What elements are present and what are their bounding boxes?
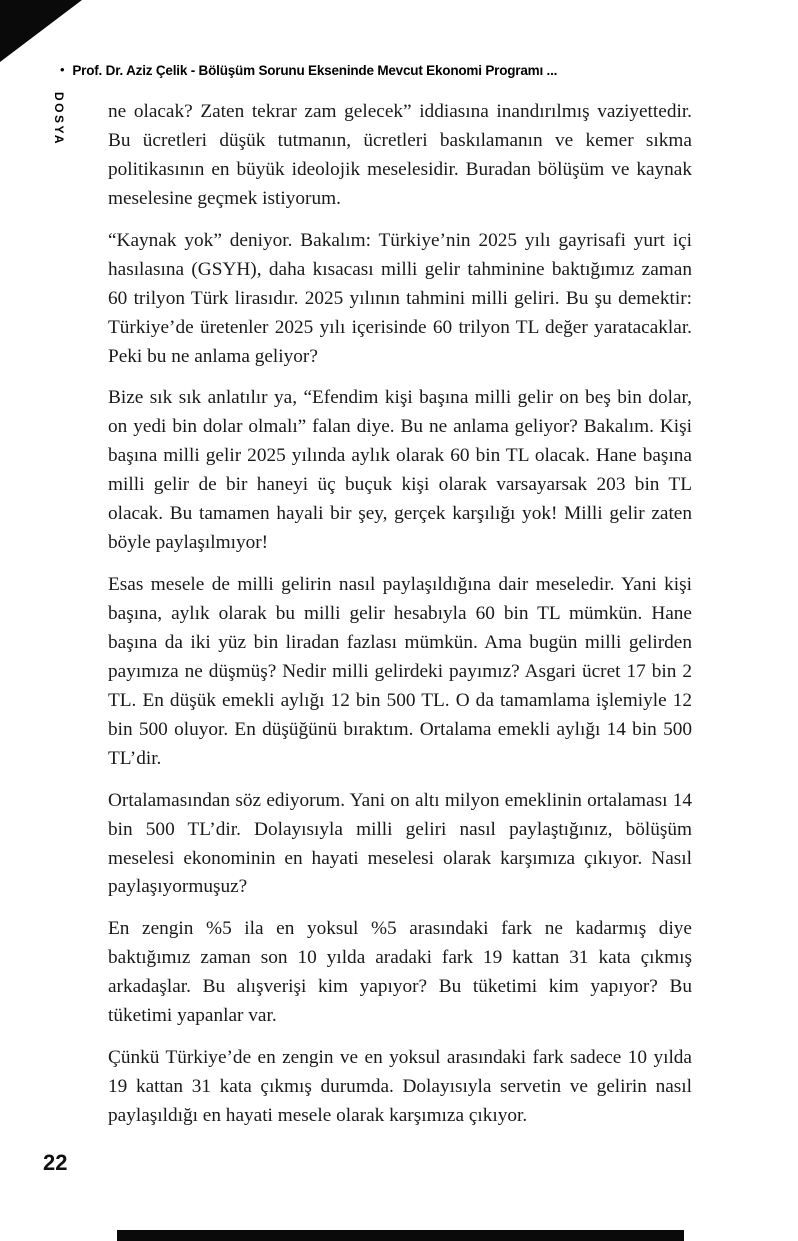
page-number: 22 (43, 1150, 68, 1175)
bullet-icon: • (60, 62, 65, 77)
bottom-bar-decoration (117, 1230, 684, 1241)
header-author: Prof. Dr. Aziz Çelik - (72, 63, 199, 78)
paragraph: “Kaynak yok” deniyor. Bakalım: Türkiye’nin 2025 yılı gayrisafi yurt içi hasılasına (GSYH), daha kısacası milli gelir tahminine baktığımız zaman 60 trilyon Türk lirasıdır. 2025 yılının tahmini milli geliri. Bu şu demektir: Türkiye’de üretenler 2025 yılı içerisinde 60 trilyon TL değer yaratacaklar. Peki bu ne anlama geliyor? (108, 229, 692, 367)
article-body (108, 98, 692, 1144)
header-article-title: Bölüşüm Sorunu Ekseninde Mevcut Ekonomi Programı ... (198, 63, 558, 78)
paragraph: Esas mesele de milli gelirin nasıl paylaşıldığına dair meseledir. Yani kişi başına, aylık olarak bu milli gelir hesabıyla 60 bin TL mümkün. Hane başına da iki yüz bin liradan fazlası mümkün. Ama bugün milli gelirden payımıza ne düşmüş? Nedir milli gelirdeki payımız? Asgari ücret 17 bin 2 TL. En düşük emekli aylığı 12 bin 500 TL. O da tamamlama işlemiyle 12 bin 500 oluyor. En düşüğünü bıraktım. Ortalama emekli aylığı 14 bin 500 TL’dir. (108, 574, 692, 769)
paragraph: En zengin %5 ila en yoksul %5 arasındaki fark ne kadarmış diye baktığımız zaman son 10 yılda aradaki fark 19 kattan 31 kata çıkmış arkadaşlar. Bu alışverişi kim yapıyor? Bu tüketimi kim yapıyor? Bu tüketimi yapanlar var. (108, 918, 692, 1027)
page-header (60, 63, 760, 78)
paragraph: Bize sık sık anlatılır ya, “Efendim kişi başına milli gelir on beş bin dolar, on yedi bin dolar olmalı” falan diye. Bu ne anlama geliyor? Bakalım. Kişi başına milli gelir 2025 yılında aylık olarak 60 bin TL olacak. Hane başına milli gelir de bir haneyi üç buçuk kişi olarak varsayarsak 203 bin TL olacak. Bu tamamen hayali bir şey, gerçek karşılığı yok! Milli gelir zaten böyle paylaşılmıyor! (108, 387, 692, 554)
sidebar-label-dosya: DOSYA (52, 92, 66, 147)
paragraph: ne olacak? Zaten tekrar zam gelecek” iddiasına inandırılmış vaziyettedir. Bu ücretleri düşük tutmanın, ücretleri baskılamanın ve kemer sıkma politikasının en büyük ideolojik meselesidir. Buradan bölüşüm ve kaynak meselesine geçmek istiyorum. (108, 101, 692, 209)
paragraph: Ortalamasından söz ediyorum. Yani on altı milyon emeklinin ortalaması 14 bin 500 TL’dir. Dolayısıyla milli geliri nasıl paylaştığınız, bölüşüm meselesi ekonominin en hayati meselesi olarak karşımıza çıkıyor. Nasıl paylaşıyormuşuz? (108, 789, 692, 898)
paragraph: Çünkü Türkiye’de en zengin ve en yoksul arasındaki fark sadece 10 yılda 19 kattan 31 kata çıkmış durumda. Dolayısıyla servetin ve gelirin nasıl paylaşıldığı en hayati mesele olarak karşımıza çıkıyor. (108, 1047, 692, 1126)
corner-triangle-decoration (0, 0, 82, 62)
